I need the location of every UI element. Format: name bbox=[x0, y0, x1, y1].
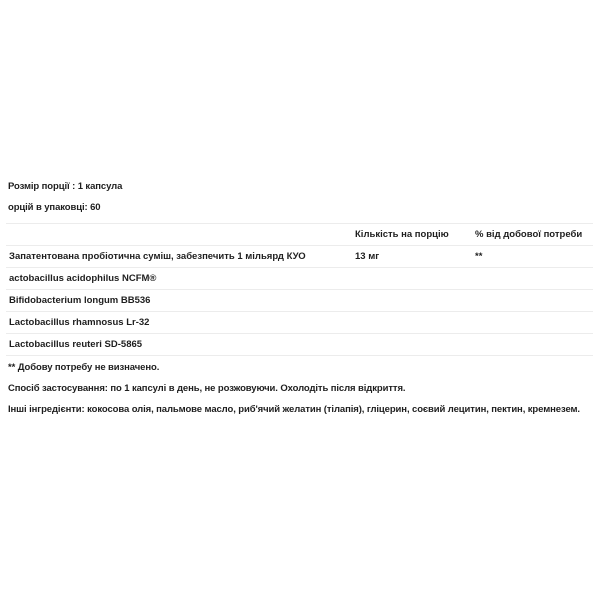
ingredient-name: Bifidobacterium longum BB536 bbox=[6, 290, 352, 312]
ingredient-amount bbox=[352, 312, 472, 334]
ingredient-dv bbox=[472, 268, 593, 290]
ingredient-dv bbox=[472, 290, 593, 312]
ingredient-name: Lactobacillus reuteri SD-5865 bbox=[6, 334, 352, 356]
header-daily-value: % від добової потреби bbox=[475, 229, 583, 240]
header-ingredient bbox=[6, 224, 352, 246]
ingredient-amount bbox=[352, 334, 472, 356]
ingredient-dv bbox=[472, 312, 593, 334]
ingredient-name: Запатентована пробіотична суміш, забезпечить 1 мільярд КУО bbox=[6, 246, 352, 268]
ingredient-amount: 13 мг bbox=[352, 246, 472, 268]
usage-instructions: Спосіб застосування: по 1 капсулі в день, не розжовуючи. Охолодіть після відкриття. bbox=[8, 383, 406, 394]
ingredient-dv bbox=[472, 334, 593, 356]
ingredient-amount bbox=[352, 290, 472, 312]
other-ingredients: Інші інгредієнти: кокосова олія, пальмове масло, риб'ячий желатин (тілапія), гліцерин, соєвий лецитин, пектин, кремнезем. bbox=[8, 404, 580, 415]
table-header-row bbox=[6, 224, 593, 246]
table-row bbox=[6, 246, 593, 268]
header-amount-per-serving: Кількість на порцію bbox=[355, 229, 449, 240]
ingredient-amount bbox=[352, 268, 472, 290]
ingredient-dv: ** bbox=[472, 246, 593, 268]
table-row bbox=[6, 334, 593, 356]
ingredient-name: Lactobacillus rhamnosus Lr-32 bbox=[6, 312, 352, 334]
supplement-facts-table bbox=[6, 224, 593, 356]
table-row bbox=[6, 312, 593, 334]
serving-size: Розмір порції : 1 капсула bbox=[8, 181, 123, 192]
ingredient-name: actobacillus acidophilus NCFM® bbox=[6, 268, 352, 290]
servings-per-package: орцій в упаковці: 60 bbox=[8, 202, 101, 213]
table-row bbox=[6, 290, 593, 312]
footnote: ** Добову потребу не визначено. bbox=[8, 362, 160, 373]
table-row bbox=[6, 268, 593, 290]
